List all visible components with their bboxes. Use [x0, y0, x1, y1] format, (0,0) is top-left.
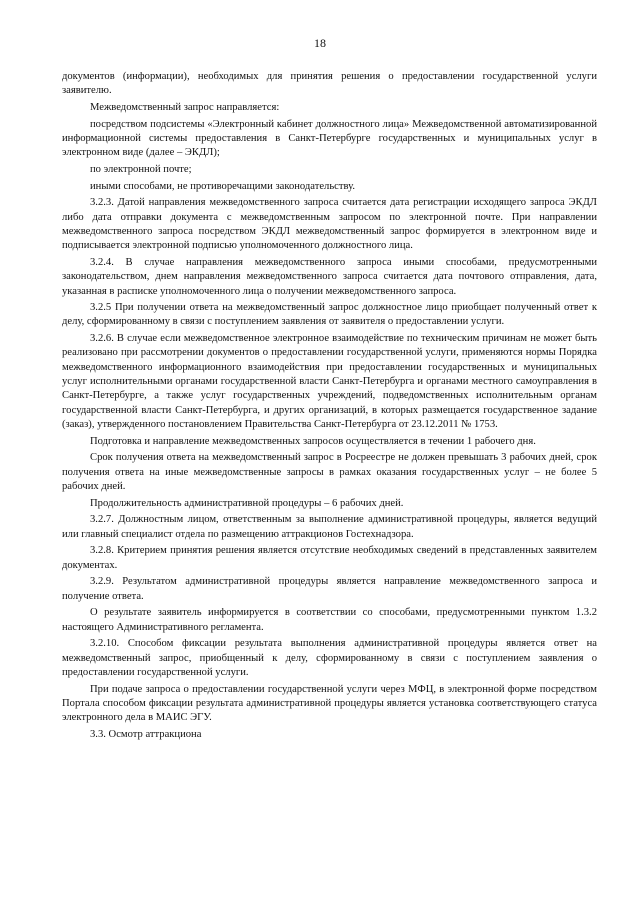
paragraph: 3.2.10. Способом фиксации результата выполнения административной процедуры является ответ на межведомственный запрос, приобщенный к делу, сформированному в связи с поступлением заявления о предоставлении государственной услуги. — [62, 638, 597, 678]
paragraph: 3.2.6. В случае если межведомственное электронное взаимодействие по техническим причинам не может быть реализовано при рассмотрении документов о предоставлении государственной услуги, применяются нормы Порядка межведомственного информационного взаимодействия при предоставлении государственных и муниципальных услуг исполнительными органами государственной власти Санкт-Петербурга и органами местного самоуправления в Санкт-Петербурге, а также услуг государственных учреждений, подведомственных исполнительным органам государственной власти Санкт-Петербурга, и других организаций, в которых размещается государственное задание (заказ), утвержденного постановлением Правительства Санкт-Петербурга от 23.12.2011 № 1753. — [62, 333, 597, 430]
paragraph: Продолжительность административной процедуры – 6 рабочих дней. — [90, 497, 404, 509]
paragraph: документов (информации), необходимых для принятия решения о предоставлении государственной услуги заявителю. — [62, 71, 597, 97]
paragraph: 3.2.8. Критерием принятия решения является отсутствие необходимых сведений в представленных заявителем документах. — [62, 545, 597, 571]
paragraph: Срок получения ответа на межведомственный запрос в Росреестре не должен превышать 3 рабочих дней, срок получения ответа на иные межведомственные запросы в рамках оказания государственных услуг – не более 5 рабочих дней. — [62, 452, 597, 492]
paragraph: 3.2.4. В случае направления межведомственного запроса иными способами, предусмотренными законодательством, днем направления межведомственного запроса считается дата почтового отправления, дата, указанная в расписке уполномоченного лица о получении межведомственного запроса. — [62, 256, 597, 297]
paragraph: 3.2.7. Должностным лицом, ответственным за выполнение административной процедуры, является ведущий или главный специалист отдела по размещению аттракционов Гостехнадзора. — [62, 514, 597, 540]
paragraph: О результате заявитель информируется в соответствии со способами, предусмотренными пунктом 1.3.2 настоящего Административного регламента. — [62, 607, 597, 633]
document-body — [62, 70, 597, 744]
paragraph: посредством подсистемы «Электронный кабинет должностного лица» Межведомственной автоматизированной информационной системы предоставления в Санкт-Петербурге государственных и муниципальных услуг в электронном виде (далее – ЭКДЛ); — [62, 118, 597, 159]
paragraph: 3.2.5 При получении ответа на межведомственный запрос должностное лицо приобщает полученный ответ к делу, сформированному в связи с поступлением заявления от заявителя о предоставлении услуги. — [62, 302, 597, 328]
paragraph: 3.2.3. Датой направления межведомственного запроса считается дата регистрации исходящего запроса ЭКДЛ либо дата отправки документа с межведомственным запросом по электронной почте. При направлении межведомственного запроса посредством ЭКДЛ межведомственный запрос формируется в электронном виде и подписывается электронной подписью уполномоченного должностного лица. — [62, 197, 597, 252]
paragraph: Подготовка и направление межведомственных запросов осуществляется в течении 1 рабочего дня. — [90, 435, 536, 447]
paragraph: Межведомственный запрос направляется: — [90, 101, 280, 113]
paragraph: 3.2.9. Результатом административной процедуры является направление межведомственного запроса и получение ответа. — [62, 576, 597, 602]
paragraph: иными способами, не противоречащими законодательству. — [90, 180, 356, 192]
page-number: 18 — [314, 36, 326, 50]
section-heading: 3.3. Осмотр аттракциона — [90, 728, 202, 740]
paragraph: При подаче запроса о предоставлении государственной услуги через МФЦ, в электронной форме посредством Портала способом фиксации результата административной процедуры является установка соответствующего статуса электронного дела в МАИС ЭГУ. — [62, 683, 597, 724]
paragraph: по электронной почте; — [90, 163, 192, 175]
